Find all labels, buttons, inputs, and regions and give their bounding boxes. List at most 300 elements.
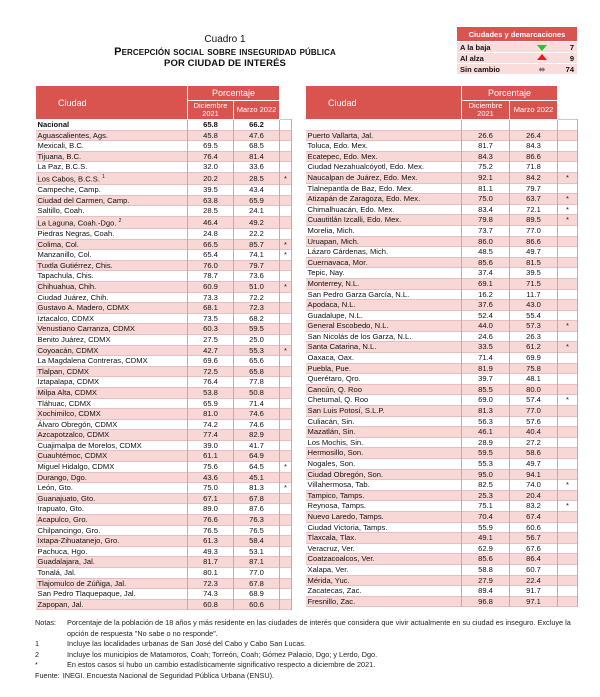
dec-2021-value: 27.5 <box>203 334 218 344</box>
dec-2021-value: 86.0 <box>478 236 493 246</box>
arrow-left-right-gray-icon: ⬌ <box>538 64 546 74</box>
table-row <box>36 366 292 377</box>
mar-2022-value: 55.3 <box>249 345 264 355</box>
city-cell: Nacional <box>37 120 70 129</box>
table-row <box>36 216 292 228</box>
notes-text: Porcentaje de la población de 18 años y más residente en las ciudades de interés que considera que vivir actualmente en su ciudad es inseguro. Excluye la opción de respuesta "No sabe o no responde". <box>67 618 571 638</box>
mar-2022-value: 73.6 <box>249 271 264 281</box>
city-cell: Atizapán de Zaragoza, Edo. Mex. <box>307 194 421 204</box>
dec-2021-value: 75.1 <box>478 501 493 511</box>
city-cell: Fresnillo, Zac. <box>307 596 356 606</box>
mar-2022-value: 89.5 <box>526 215 541 225</box>
city-cell: Azcapotzalco, CDMX <box>37 430 110 440</box>
dec-2021-value: 55.9 <box>478 522 493 532</box>
mar-2022-value: 39.5 <box>526 268 541 278</box>
mar-2022-value: 84.2 <box>526 172 541 182</box>
footnote-ref: 2 <box>118 217 122 224</box>
table-row <box>306 300 578 311</box>
table-row <box>36 250 292 261</box>
city-cell: Apodaca, N.L. <box>307 300 356 310</box>
dec-2021-value: 73.3 <box>203 292 218 302</box>
mar-2022-value: 22.4 <box>526 575 541 585</box>
table-row <box>36 557 292 568</box>
mar-2022-value: 86.6 <box>526 151 541 161</box>
city-cell: Ciudad Juárez, Chih. <box>37 292 109 302</box>
dec-2021-value: 61.1 <box>203 451 218 461</box>
table-row <box>36 387 292 398</box>
significance-marker: * <box>566 501 569 511</box>
table-number: Cuadro 1 <box>204 34 246 45</box>
mar-2022-value: 43.0 <box>526 300 541 310</box>
city-cell: Mazatlán, Sin. <box>307 427 356 437</box>
dec-2021-value: 85.6 <box>478 554 493 564</box>
table-row <box>36 409 292 420</box>
mar-2022-value: 77.0 <box>249 568 264 577</box>
table-row <box>306 162 578 173</box>
dec-2021-value: 84.3 <box>478 151 493 161</box>
dec-2021-value: 28.9 <box>478 437 493 447</box>
mar-2022-value: 67.4 <box>526 511 541 521</box>
mar-2022-value: 68.2 <box>249 313 264 323</box>
city-cell: La Paz, B.C.S. <box>37 162 88 172</box>
dec-2021-value: 92.1 <box>478 172 493 182</box>
dec-2021-value: 95.0 <box>478 469 493 479</box>
table-row <box>306 257 578 268</box>
city-cell: Los Cabos, B.C.S. <box>37 174 100 184</box>
mar-2022-value: 84.3 <box>526 141 541 151</box>
city-cell: Guadalupe, N.L. <box>307 310 363 320</box>
footnote-2-key: 2 <box>35 649 40 659</box>
mar-2022-value: 67.8 <box>249 493 264 503</box>
table-row <box>306 533 578 544</box>
mar-2022-value: 48.1 <box>526 374 541 384</box>
city-cell: Benito Juárez, CDMX <box>37 334 111 344</box>
mar-2022-value: 79.7 <box>526 183 541 193</box>
dec-2021-value: 71.4 <box>478 353 493 363</box>
city-cell: Tlalpan, CDMX <box>37 366 89 376</box>
arrow-down-green-icon <box>537 45 547 51</box>
mar-2022-value: 65.9 <box>249 195 264 205</box>
table-row <box>36 536 292 547</box>
dec-2021-value: 76.5 <box>203 525 218 535</box>
city-cell: León, Gto. <box>37 483 73 493</box>
city-cell: Tampico, Tamps. <box>307 490 365 500</box>
table-row <box>306 586 578 597</box>
mar-2022-value: 57.6 <box>526 416 541 426</box>
dec-2021-value: 49.1 <box>478 533 493 543</box>
city-cell: Ixtapa-Zihuatanejo, Gro. <box>37 536 120 546</box>
city-cell: Coatzacoalcos, Ver. <box>307 554 375 564</box>
city-cell: Oaxaca, Oax. <box>307 353 354 363</box>
dec-2021-value: 67.1 <box>203 493 218 503</box>
city-cell: Los Mochis, Sin. <box>307 437 364 447</box>
city-cell: Puerto Vallarta, Jal. <box>307 130 374 140</box>
table-row <box>306 554 578 565</box>
city-cell: Tapachula, Chis. <box>37 271 94 281</box>
dec-2021-value: 85.5 <box>478 384 493 394</box>
dec-2021-value: 73.5 <box>203 313 218 323</box>
table-row <box>306 278 578 289</box>
table-row <box>306 564 578 575</box>
table-row <box>306 575 578 586</box>
mar-2022-value: 91.7 <box>526 586 541 596</box>
table-row <box>306 480 578 491</box>
dec-2021-value: 75.6 <box>203 462 218 472</box>
mar-2022-value: 77.0 <box>526 406 541 416</box>
dec-2021-value: 39.0 <box>203 440 218 450</box>
dec-2021-value: 37.6 <box>478 300 493 310</box>
mar-2022-value: 74.1 <box>249 250 264 260</box>
city-cell: Culiacán, Sin. <box>307 416 355 426</box>
legend-count: 9 <box>555 53 577 64</box>
city-cell: Cuernavaca, Mor. <box>307 257 368 267</box>
significance-marker: * <box>566 395 569 405</box>
mar-2022-value: 82.9 <box>249 430 264 440</box>
table-row <box>306 374 578 385</box>
dec-2021-value: 96.8 <box>478 596 493 606</box>
city-cell: Xalapa, Ver. <box>307 564 349 574</box>
significance-marker: * <box>284 345 287 355</box>
mar-2022-value: 61.2 <box>526 342 541 352</box>
mar-2022-value: 80.0 <box>526 384 541 394</box>
city-cell: Tuxtla Gutiérrez, Chis. <box>37 260 113 270</box>
table-row <box>36 345 292 356</box>
mar-2022-value: 60.6 <box>526 522 541 532</box>
dec-2021-value: 16.2 <box>478 289 493 299</box>
dec-2021-value: 89.0 <box>203 504 218 514</box>
table-row <box>306 406 578 417</box>
significance-marker: * <box>566 204 569 214</box>
city-cell: Villahermosa, Tab. <box>307 480 370 490</box>
column-header-percentage: Porcentaje <box>462 86 558 101</box>
city-cell: Álvaro Obregón, CDMX <box>37 419 118 429</box>
city-cell: Tlaxcala, Tlax. <box>307 533 357 543</box>
mar-2022-value: 47.6 <box>249 130 264 140</box>
city-cell: Zapopan, Jal. <box>37 599 84 609</box>
mar-2022-value: 81.5 <box>526 257 541 267</box>
dec-2021-value: 78.7 <box>203 271 218 281</box>
column-header-city: Ciudad <box>306 86 462 120</box>
mar-2022-value: 74.6 <box>249 409 264 419</box>
mar-2022-value: 22.2 <box>249 229 264 238</box>
dec-2021-value: 74.2 <box>203 419 218 429</box>
table-row <box>306 130 578 141</box>
dec-2021-value: 46.4 <box>203 217 218 227</box>
significance-marker: * <box>566 342 569 352</box>
table-row <box>36 281 292 292</box>
city-cell: Monterrey, N.L. <box>307 278 360 288</box>
mar-2022-value: 74.0 <box>526 480 541 490</box>
table-row <box>306 437 578 448</box>
dec-2021-value: 69.0 <box>478 395 493 405</box>
table-row <box>36 440 292 451</box>
mar-2022-value: 81.4 <box>249 151 264 161</box>
table-row <box>306 448 578 459</box>
city-cell: Durango, Dgo. <box>37 472 87 482</box>
mar-2022-value: 87.1 <box>249 557 264 567</box>
dec-2021-value: 66.5 <box>203 239 218 249</box>
table-row <box>306 120 578 131</box>
mar-2022-value: 94.1 <box>526 469 541 479</box>
mar-2022-value: 86.4 <box>526 554 541 564</box>
city-cell: Tepic, Nay. <box>307 268 345 278</box>
city-cell: Morelia, Mich. <box>307 225 355 235</box>
mar-2022-value: 64.9 <box>249 451 264 461</box>
mar-2022-value: 41.7 <box>249 440 264 450</box>
dec-2021-value: 76.4 <box>203 377 218 387</box>
city-cell: Colima, Col. <box>37 239 79 249</box>
city-cell: Ciudad Obregón, Son. <box>307 469 384 479</box>
dec-2021-value: 43.6 <box>203 472 218 482</box>
city-cell: Nuevo Laredo, Tamps. <box>307 511 384 521</box>
dec-2021-value: 65.4 <box>203 250 218 260</box>
city-cell: Zacatecas, Zac. <box>307 586 362 596</box>
table-heading: Percepción social sobre inseguridad pública <box>114 46 336 58</box>
legend-row-up <box>457 53 577 64</box>
mar-2022-value: 28.5 <box>249 173 264 183</box>
table-row <box>36 578 292 589</box>
city-cell: Reynosa, Tamps. <box>307 501 367 511</box>
city-cell: Chimalhuacán, Edo. Mex. <box>307 204 395 214</box>
table-row <box>36 195 292 206</box>
dec-2021-value: 25.3 <box>478 490 493 500</box>
city-cell: Naucalpan de Juárez, Edo. Mex. <box>307 172 418 182</box>
dec-2021-value: 27.9 <box>478 575 493 585</box>
significance-marker: * <box>284 462 287 472</box>
footnote-star-key: * <box>35 660 38 669</box>
table-row <box>306 268 578 279</box>
mar-2022-value: 59.5 <box>249 324 264 334</box>
table-row <box>306 490 578 501</box>
dec-2021-value: 76.0 <box>203 260 218 270</box>
mar-2022-value: 68.5 <box>249 141 264 151</box>
table-row <box>36 451 292 462</box>
city-cell: San Luis Potosí, S.L.P. <box>307 406 385 416</box>
table-title <box>60 34 390 70</box>
footnote-1-text: Incluye las localidades urbanas de San José del Cabo y Cabo San Lucas. <box>67 639 306 648</box>
table-row <box>36 568 292 579</box>
footnote-ref: 1 <box>102 173 105 180</box>
mar-2022-value: 79.7 <box>249 260 264 270</box>
footnote-star-text: En estos casos sí hubo un cambio estadísticamente significativo respecto a diciembre de 2021. <box>67 660 376 669</box>
mar-2022-value: 83.2 <box>526 501 541 511</box>
dec-2021-value: 20.2 <box>203 173 218 183</box>
city-cell: Iztapalapa, CDMX <box>37 377 100 387</box>
dec-2021-value: 60.3 <box>203 324 218 334</box>
table-row <box>306 384 578 395</box>
city-cell: San Pedro Garza García, N.L. <box>307 289 410 299</box>
table-row <box>36 151 292 162</box>
mar-2022-value: 65.8 <box>249 366 264 376</box>
mar-2022-value: 43.4 <box>249 185 264 195</box>
city-cell: Chilpancingo, Gro. <box>37 525 101 535</box>
city-cell: Manzanillo, Col. <box>37 250 92 260</box>
mar-2022-value: 26.4 <box>526 130 541 140</box>
mar-2022-value: 77.0 <box>526 225 541 235</box>
dec-2021-value: 72.5 <box>203 366 218 376</box>
city-cell: Tijuana, B.C. <box>37 151 82 161</box>
table-row <box>36 472 292 483</box>
dec-2021-value: 81.3 <box>478 406 493 416</box>
mar-2022-value: 45.1 <box>249 472 264 482</box>
dec-2021-value: 24.8 <box>203 229 218 238</box>
city-cell: Tláhuac, CDMX <box>37 398 92 408</box>
city-cell: Cuautitlán Izcalli, Edo. Mex. <box>307 215 402 225</box>
mar-2022-value: 20.4 <box>526 490 541 500</box>
table-row <box>306 151 578 162</box>
significance-marker: * <box>284 239 287 249</box>
arrow-up-red-icon <box>537 54 547 60</box>
city-cell: Lázaro Cárdenas, Mich. <box>307 247 389 257</box>
legend-box <box>457 26 577 74</box>
legend-label: Sin cambio <box>457 64 529 75</box>
dec-2021-value: 69.5 <box>203 141 218 151</box>
dec-2021-value: 56.3 <box>478 416 493 426</box>
mar-2022-value: 51.0 <box>249 281 264 291</box>
table-row <box>36 599 292 610</box>
dec-2021-value: 33.5 <box>478 342 493 352</box>
table-row <box>36 324 292 335</box>
legend-row-nochange <box>457 64 577 75</box>
table-row <box>306 172 578 183</box>
source-label: Fuente: <box>35 670 60 680</box>
dec-2021-value: 44.0 <box>478 321 493 331</box>
mar-2022-value: 77.8 <box>249 377 264 387</box>
city-cell: San Pedro Tlaquepaque, Jal. <box>37 589 136 599</box>
dec-2021-value: 45.8 <box>203 130 218 140</box>
dec-2021-value: 72.3 <box>203 578 218 588</box>
mar-2022-value: 25.0 <box>249 334 264 344</box>
city-cell: Toluca, Edo. Mex. <box>307 141 368 151</box>
mar-2022-value: 24.1 <box>249 206 264 216</box>
table-row <box>306 289 578 300</box>
table-row <box>36 504 292 515</box>
city-cell: General Escobedo, N.L. <box>307 321 389 331</box>
mar-2022-value: 64.5 <box>249 462 264 472</box>
column-header-dec-2021: Diciembre 2021 <box>188 101 234 120</box>
dec-2021-value: 89.4 <box>478 586 493 596</box>
table-row <box>306 522 578 533</box>
city-cell: Tlalnepantla de Baz, Edo. Mex. <box>307 183 414 193</box>
table-row <box>36 493 292 504</box>
mar-2022-value: 67.6 <box>526 543 541 553</box>
mar-2022-value: 71.5 <box>526 278 541 288</box>
dec-2021-value: 60.9 <box>203 281 218 291</box>
column-header-mar-2022: Marzo 2022 <box>510 101 558 120</box>
mar-2022-value: 97.1 <box>526 596 541 606</box>
dec-2021-value: 68.1 <box>203 303 218 313</box>
mar-2022-value: 63.7 <box>526 194 541 204</box>
table-row <box>306 511 578 522</box>
city-cell: La Magdalena Contreras, CDMX <box>37 356 148 366</box>
table-row <box>36 430 292 441</box>
table-row <box>306 321 578 332</box>
table-row <box>36 185 292 196</box>
table-row <box>306 204 578 215</box>
table-row <box>306 395 578 406</box>
mar-2022-value: 87.6 <box>249 504 264 514</box>
significance-marker: * <box>566 321 569 331</box>
dec-2021-value: 65.8 <box>203 120 218 129</box>
city-cell: Nogales, Son. <box>307 459 356 468</box>
dec-2021-value: 39.7 <box>478 374 493 384</box>
mar-2022-value: 81.3 <box>249 483 264 493</box>
city-cell: Cuauhtémoc, CDMX <box>37 451 108 461</box>
table-row <box>306 353 578 364</box>
significance-marker: * <box>284 483 287 493</box>
mar-2022-value: 57.4 <box>526 395 541 405</box>
significance-marker: * <box>284 173 287 183</box>
significance-marker: * <box>566 215 569 225</box>
dec-2021-value: 32.0 <box>203 162 218 172</box>
mar-2022-value: 72.1 <box>526 204 541 214</box>
dec-2021-value: 52.4 <box>478 310 493 320</box>
significance-marker: * <box>566 480 569 490</box>
city-cell: San Nicolás de los Garza, N.L. <box>307 331 412 341</box>
city-cell: Veracruz, Ver. <box>307 543 355 553</box>
mar-2022-value: 58.6 <box>526 448 541 458</box>
table-row <box>36 130 292 141</box>
table-row <box>306 331 578 342</box>
city-cell: Venustiano Carranza, CDMX <box>37 324 135 334</box>
dec-2021-value: 24.6 <box>478 331 493 341</box>
dec-2021-value: 79.8 <box>478 215 493 225</box>
significance-marker: * <box>284 250 287 260</box>
table-row <box>306 194 578 205</box>
city-cell: Querétaro, Qro. <box>307 374 361 384</box>
table-row <box>306 342 578 353</box>
dec-2021-value: 42.7 <box>203 345 218 355</box>
table-row <box>36 206 292 217</box>
column-header-mar-2022: Marzo 2022 <box>234 101 280 120</box>
table-row <box>36 271 292 282</box>
mar-2022-value: 76.5 <box>249 525 264 535</box>
mar-2022-value: 67.8 <box>249 578 264 588</box>
mar-2022-value: 53.1 <box>249 546 264 556</box>
mar-2022-value: 74.6 <box>249 419 264 429</box>
city-cell: Mérida, Yuc. <box>307 575 350 585</box>
dec-2021-value: 75.0 <box>478 194 493 204</box>
table-row <box>306 363 578 374</box>
mar-2022-value: 27.2 <box>526 437 541 447</box>
dec-2021-value: 55.3 <box>478 459 493 468</box>
city-cell: Puebla, Pue. <box>307 363 351 373</box>
footnote-2-text: Incluye los municipios de Matamoros, Coah; Torreón, Coah; Gómez Palacio, Dgo; y Lerdo, Dgo. <box>67 649 378 659</box>
mar-2022-value: 76.3 <box>249 515 264 525</box>
mar-2022-value: 49.7 <box>526 459 541 468</box>
dec-2021-value: 60.8 <box>203 599 218 609</box>
dec-2021-value: 85.6 <box>478 257 493 267</box>
table-row <box>306 236 578 247</box>
mar-2022-value: 11.7 <box>526 289 541 299</box>
city-cell: Saltillo, Coah. <box>37 206 85 216</box>
mar-2022-value: 72.3 <box>249 303 264 313</box>
dec-2021-value: 62.9 <box>478 543 493 553</box>
table-row <box>306 427 578 438</box>
mar-2022-value: 56.7 <box>526 533 541 543</box>
legend-count: 7 <box>555 42 577 53</box>
city-cell: Gustavo A. Madero, CDMX <box>37 303 130 313</box>
table-row <box>36 398 292 409</box>
table-row <box>36 483 292 494</box>
notes-label: Notas: <box>35 618 57 627</box>
city-cell: Santa Catarina, N.L. <box>307 342 377 352</box>
table-row <box>36 239 292 250</box>
dec-2021-value: 63.8 <box>203 195 218 205</box>
legend-label: Al alza <box>457 53 529 64</box>
dec-2021-value: 80.1 <box>203 568 218 577</box>
mar-2022-value: 57.3 <box>526 321 541 331</box>
